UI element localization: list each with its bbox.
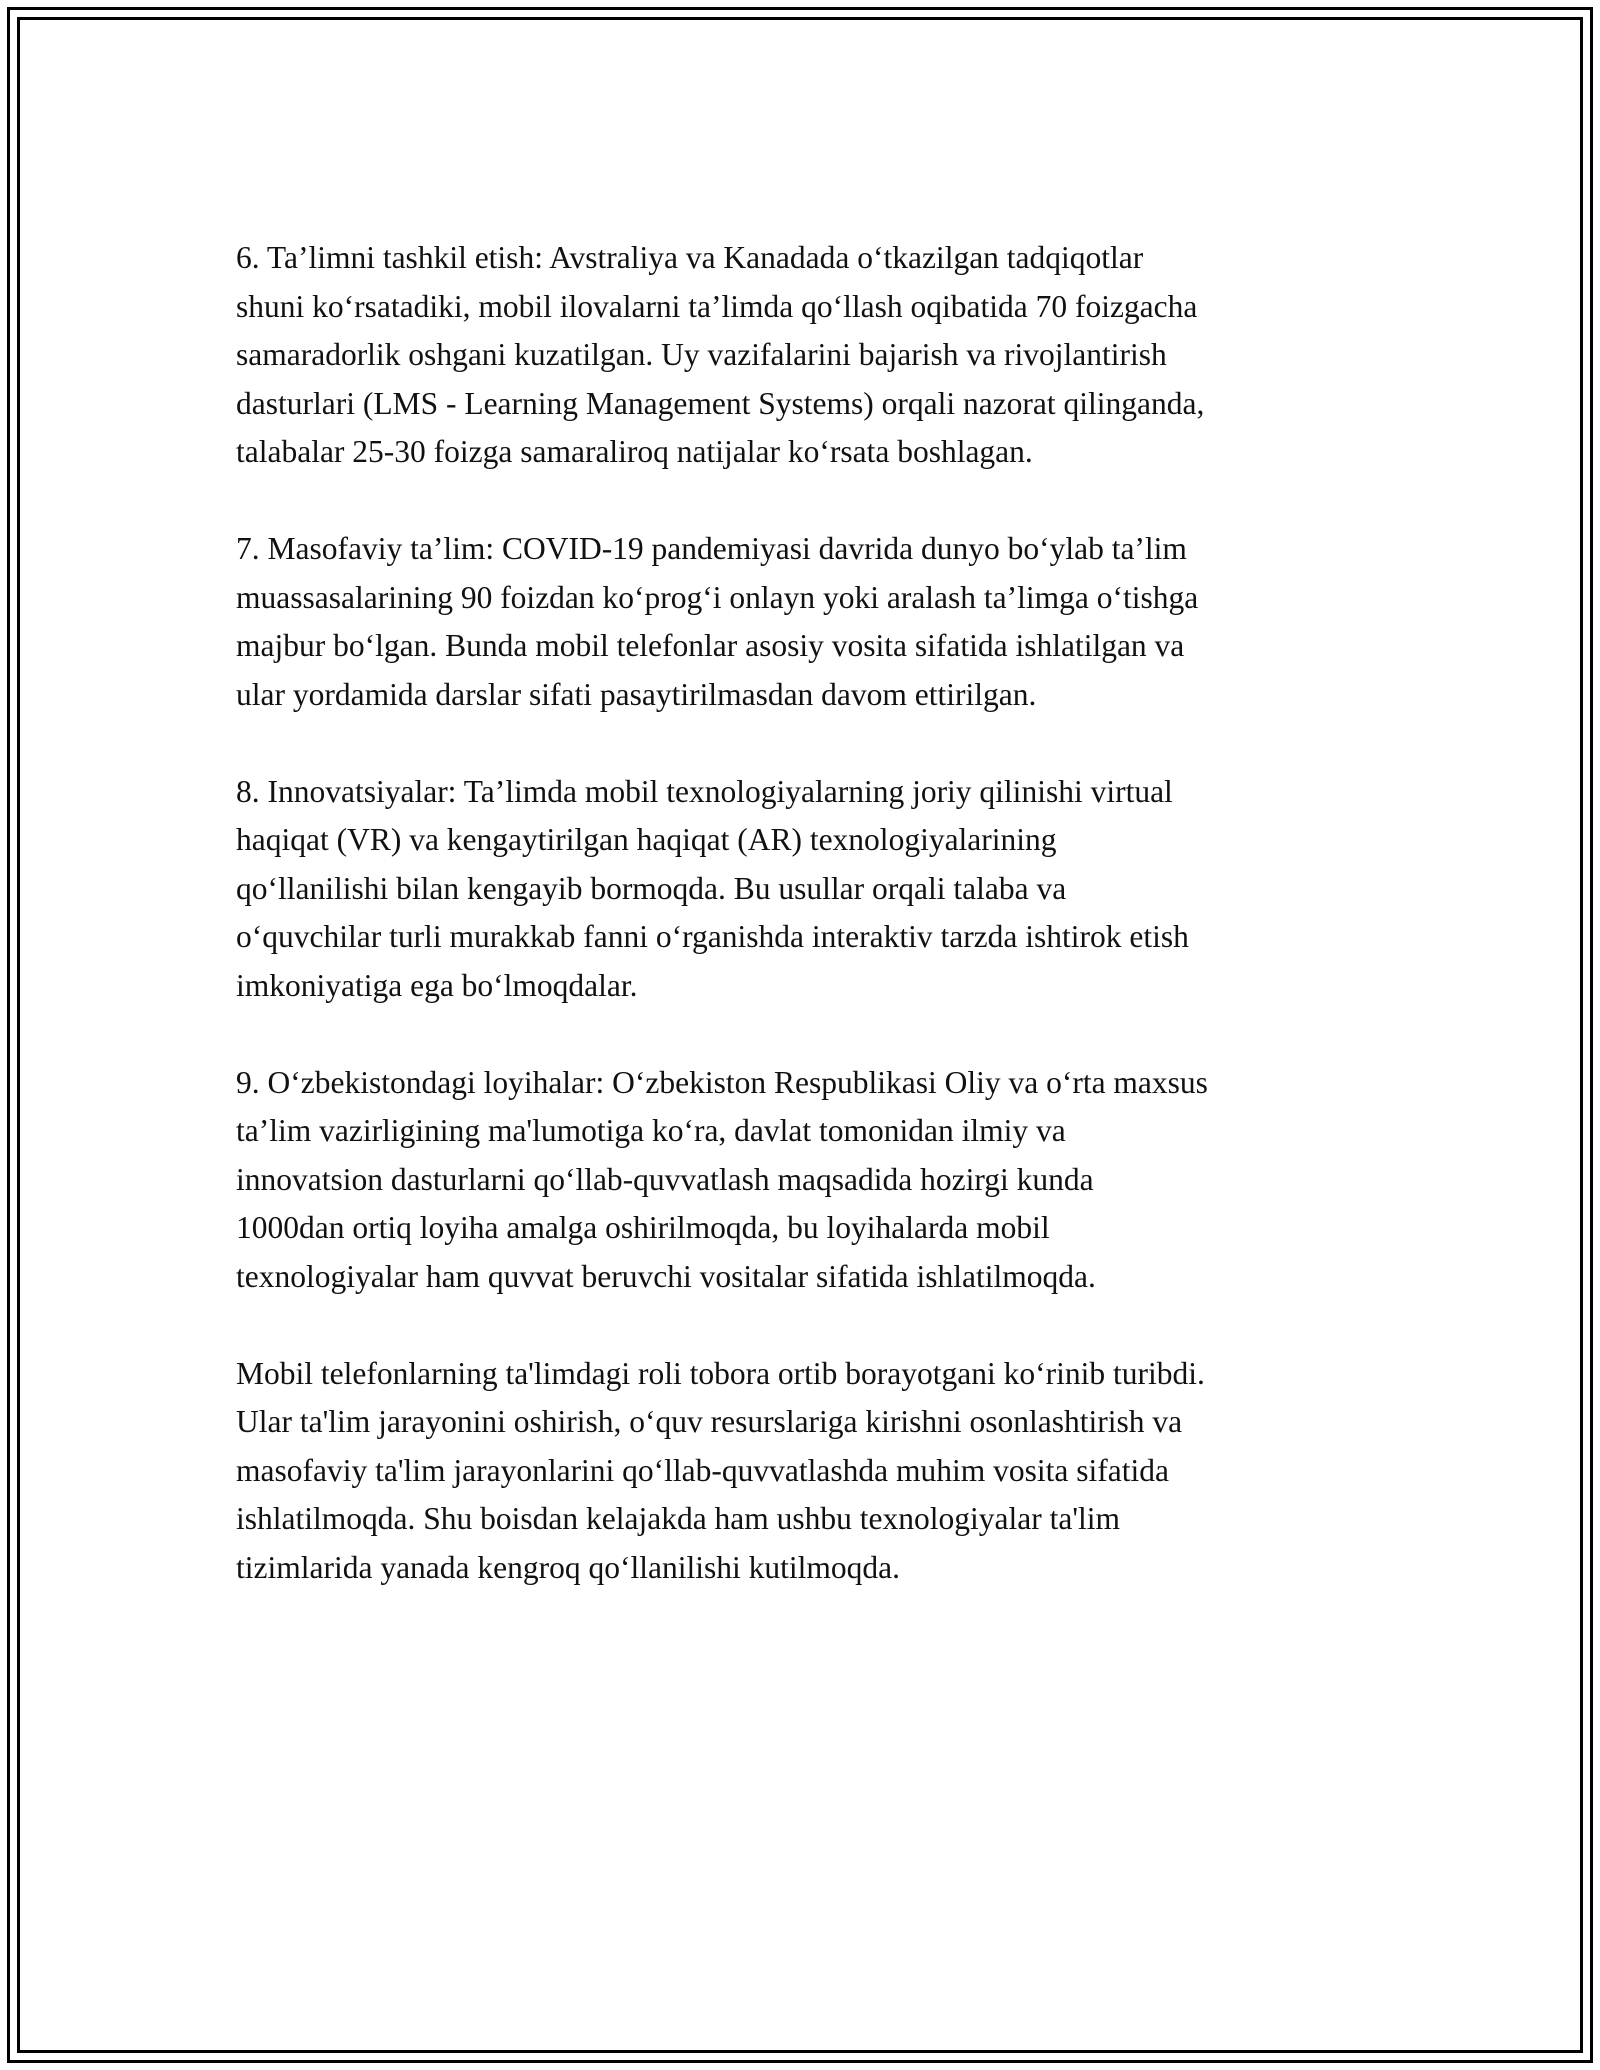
paragraph-line: talabalar 25-30 foizga samaraliroq natijalar ko‘rsata boshlagan. (236, 434, 1033, 469)
paragraph-line: texnologiyalar ham quvvat beruvchi vositalar sifatida ishlatilmoqda. (236, 1258, 1096, 1294)
paragraph-line: samaradorlik oshgani kuzatilgan. Uy vazifalarini bajarish va rivojlantirish (236, 337, 1167, 372)
paragraph-line: imkoniyatiga ega bo‘lmoqdalar. (236, 967, 638, 1003)
document-body (236, 234, 1386, 1641)
paragraph-8-innovatsiyalar (236, 768, 1386, 1011)
paragraph-line: tizimlarida yanada kengroq qo‘llanilishi kutilmoqda. (236, 1549, 900, 1585)
paragraph-line: shuni ko‘rsatadiki, mobil ilovalarni ta’limda qo‘llash oqibatida 70 foizgacha (236, 288, 1198, 324)
paragraph-line: muassasalarining 90 foizdan ko‘prog‘i onlayn yoki aralash ta’limga o‘tishga (236, 579, 1199, 615)
paragraph-7-masofaviy-talim (236, 525, 1386, 719)
paragraph-line: 7. Masofaviy ta’lim: COVID-19 pandemiyasi davrida dunyo bo‘ylab ta’lim (236, 531, 1187, 566)
paragraph-line: 9. O‘zbekistondagi loyihalar: O‘zbekiston Respublikasi Oliy va o‘rta maxsus (236, 1064, 1208, 1100)
paragraph-conclusion (236, 1350, 1386, 1593)
paragraph-line: masofaviy ta'lim jarayonlarini qo‘llab-quvvatlashda muhim vosita sifatida (236, 1452, 1169, 1488)
paragraph-line: majbur bo‘lgan. Bunda mobil telefonlar asosiy vosita sifatida ishlatilgan va (236, 628, 1185, 663)
paragraph-line: Ular ta'lim jarayonini oshirish, o‘quv resurslariga kirishni osonlashtirish va (236, 1404, 1183, 1439)
paragraph-line: o‘quvchilar turli murakkab fanni o‘rganishda interaktiv tarzda ishtirok etish (236, 919, 1189, 954)
paragraph-line: 6. Ta’limni tashkil etish: Avstraliya va Kanadada o‘tkazilgan tadqiqotlar (236, 240, 1144, 275)
paragraph-line: innovatsion dasturlarni qo‘llab-quvvatlash maqsadida hozirgi kunda (236, 1161, 1094, 1197)
paragraph-line: dasturlari (LMS - Learning Management Systems) orqali nazorat qilinganda, (236, 385, 1205, 421)
paragraph-line: Mobil telefonlarning ta'limdagi roli tobora ortib borayotgani ko‘rinib turibdi. (236, 1355, 1205, 1391)
paragraph-line: 1000dan ortiq loyiha amalga oshirilmoqda, bu loyihalarda mobil (236, 1210, 1050, 1245)
paragraph-line: qo‘llanilishi bilan kengayib bormoqda. Bu usullar orqali talaba va (236, 870, 1067, 906)
paragraph-9-ozbekistondagi-loyihalar (236, 1059, 1386, 1302)
paragraph-line: ta’lim vazirligining ma'lumotiga ko‘ra, davlat tomonidan ilmiy va (236, 1113, 1066, 1148)
paragraph-line: 8. Innovatsiyalar: Ta’limda mobil texnologiyalarning joriy qilinishi virtual (236, 773, 1173, 809)
paragraph-line: ishlatilmoqda. Shu boisdan kelajakda ham ushbu texnologiyalar ta'lim (236, 1501, 1121, 1536)
paragraph-6-talimni-tashkil-etish (236, 234, 1386, 477)
paragraph-line: ular yordamida darslar sifati pasaytirilmasdan davom ettirilgan. (236, 676, 1037, 712)
paragraph-line: haqiqat (VR) va kengaytirilgan haqiqat (AR) texnologiyalarining (236, 822, 1057, 857)
